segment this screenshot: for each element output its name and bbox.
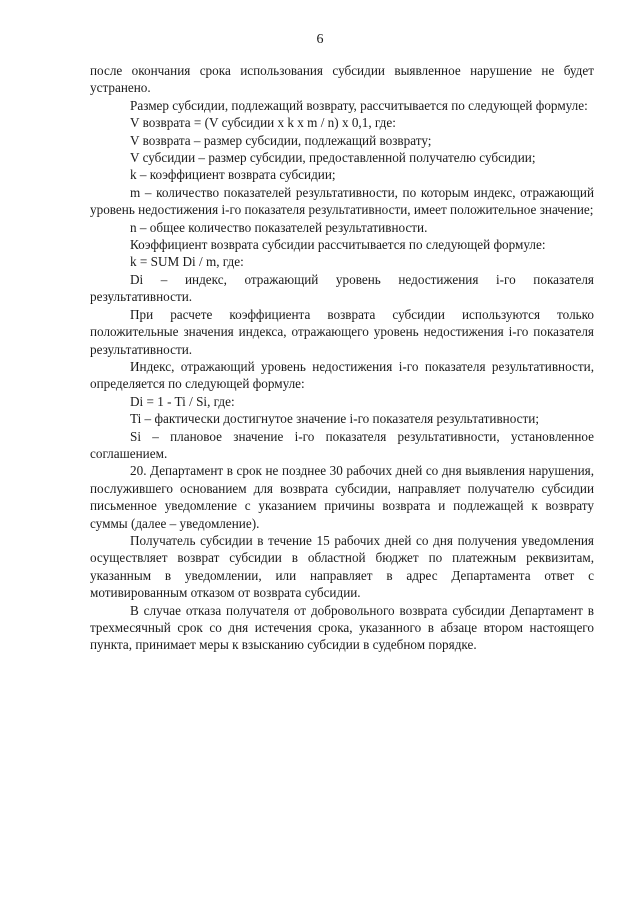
- definition-k: k – коэффициент возврата субсидии;: [130, 167, 336, 183]
- definition-v-return: V возврата – размер субсидии, подлежащий возврату;: [130, 132, 432, 148]
- paragraph-refusal: В случае отказа получателя от добровольного возврата субсидии Департамент в трехмесячный срок со дня истечения срока, указанного в абзаце втором настоящего пункта, принимает меры к взысканию субсидии в судебном порядке.: [90, 602, 594, 653]
- definition-n: n – общее количество показателей результативности.: [130, 219, 428, 235]
- definition-ti: Ti – фактически достигнутое значение i-го показателя результативности;: [130, 411, 539, 427]
- paragraph-positive-values: При расчете коэффициента возврата субсидии используются только положительные значения индекса, отражающего уровень недостижения i-го показателя результативности.: [90, 306, 594, 357]
- document-body: [90, 62, 594, 654]
- formula-v-return: V возврата = (V субсидии x k x m / n) x 0,1, где:: [130, 115, 396, 131]
- paragraph-subsidy-size-intro: Размер субсидии, подлежащий возврату, рассчитывается по следующей формуле:: [130, 97, 588, 113]
- formula-k: k = SUM Di / m, где:: [130, 254, 244, 270]
- definition-di: Di – индекс, отражающий уровень недостижения i-го показателя результативности.: [90, 271, 594, 305]
- paragraph-item-20: 20. Департамент в срок не позднее 30 рабочих дней со дня выявления нарушения, послужившего основанием для возврата субсидии, направляет получателю субсидии письменное уведомление с указанием причины возврата и подлежащей к возврату суммы (далее – уведомление).: [90, 463, 594, 531]
- page-number: 6: [316, 32, 324, 47]
- paragraph-index-intro: Индекс, отражающий уровень недостижения i-го показателя результативности, определяется по следующей формуле:: [90, 358, 594, 392]
- definition-v-subsidy: V субсидии – размер субсидии, предоставленной получателю субсидии;: [130, 150, 536, 166]
- paragraph-continuation: после окончания срока использования субсидии выявленное нарушение не будет устранено.: [90, 63, 594, 96]
- formula-di: Di = 1 - Ti / Si, где:: [130, 393, 235, 409]
- definition-si: Si – плановое значение i-го показателя результативности, установленное соглашением.: [90, 428, 594, 461]
- paragraph-recipient-return: Получатель субсидии в течение 15 рабочих дней со дня получения уведомления осуществляет возврат субсидии в областной бюджет по платежным реквизитам, указанным в уведомлении, или направляет в адрес Департамента ответ с мотивированным отказом от возврата субсидии.: [90, 532, 594, 601]
- definition-m: m – количество показателей результативности, по которым индекс, отражающий уровень недостижения i-го показателя результативности, имеет положительное значение;: [90, 184, 594, 218]
- paragraph-coefficient-intro: Коэффициент возврата субсидии рассчитывается по следующей формуле:: [130, 237, 546, 253]
